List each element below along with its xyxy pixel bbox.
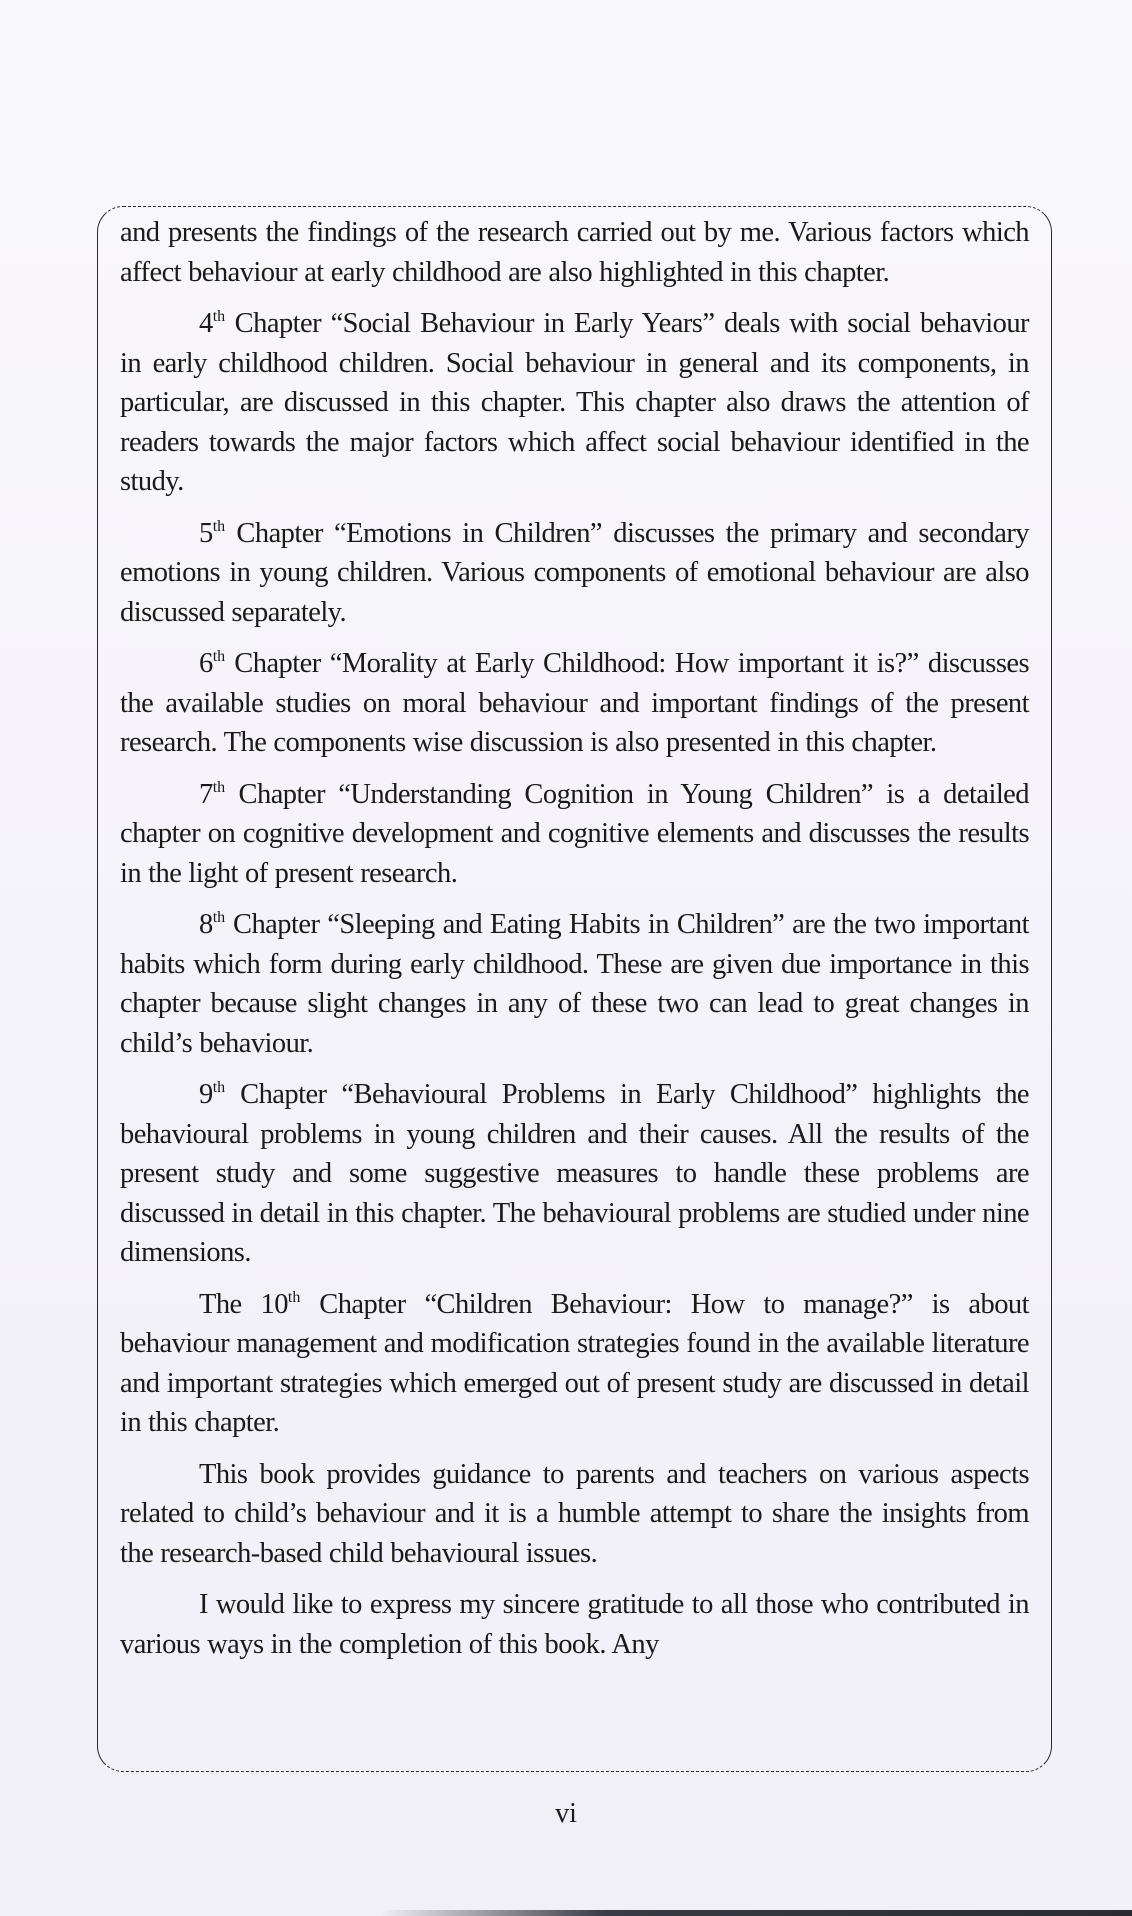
paragraph-guidance	[120, 1455, 1029, 1574]
ordinal-suffix: th	[212, 517, 226, 535]
chapter-ordinal: 9	[199, 1079, 213, 1110]
paragraph-text: This book provides guidance to parents and teachers on various aspects related to child’s behaviour and it is a humble attempt to share the insights from the research-based child behavioural issues.	[120, 1458, 1029, 1569]
paragraph-chapter-10	[120, 1285, 1029, 1443]
ordinal-suffix: th	[212, 1079, 226, 1096]
chapter-ordinal: 4	[199, 308, 213, 339]
paragraph-text: Chapter “Sleeping and Eating Habits in Children” are the two important habits which form during early childhood. These are given due importance in this chapter because slight changes in any of these two can lead to great changes in child’s behaviour.	[120, 909, 1029, 1059]
ordinal-suffix: th	[212, 308, 226, 325]
preface-body	[120, 213, 1029, 1664]
paragraph-chapter-7	[120, 775, 1029, 894]
paragraph-continuation	[120, 213, 1029, 292]
paragraph-chapter-8	[120, 905, 1029, 1063]
paragraph-chapter-4	[120, 304, 1029, 502]
paragraph-text: and presents the findings of the research carried out by me. Various factors which affect behaviour at early childhood are also highlighted in this chapter.	[120, 217, 1029, 288]
ordinal-suffix: th	[212, 909, 226, 926]
chapter-ordinal: 7	[199, 778, 213, 810]
paragraph-chapter-9	[120, 1075, 1029, 1273]
chapter-ordinal: 8	[199, 909, 213, 940]
chapter-ordinal: 5	[199, 517, 213, 549]
chapter-ordinal: 6	[199, 648, 213, 679]
ordinal-suffix: th	[212, 778, 226, 796]
paragraph-chapter-5	[120, 514, 1029, 633]
ordinal-suffix: th	[287, 1288, 301, 1306]
chapter-ordinal: 10	[260, 1288, 288, 1320]
paragraph-prefix: The	[199, 1288, 261, 1320]
page-number: vi	[555, 1798, 577, 1829]
scan-shadow-edge	[380, 1910, 1132, 1916]
paragraph-gratitude	[120, 1585, 1029, 1664]
paragraph-text: Chapter “Social Behaviour in Early Years” deals with social behaviour in early childhood children. Social behaviour in general and its components, in particular, are discussed in this chapter. This chapter also draws the attention of readers towards the major factors which affect social behaviour identified in the study.	[120, 308, 1029, 497]
ordinal-suffix: th	[212, 648, 226, 665]
paragraph-chapter-6	[120, 644, 1029, 763]
paragraph-text: Chapter “Emotions in Children” discusses the primary and secondary emotions in young children. Various components of emotional behaviour are also discussed separately.	[120, 517, 1029, 628]
paragraph-text: I would like to express my sincere gratitude to all those who contributed in various ways in the completion of this book. Any	[120, 1589, 1029, 1660]
paragraph-text: Chapter “Behavioural Problems in Early Childhood” highlights the behavioural problems in young children and their causes. All the results of the present study and some suggestive measures to handle these problems are discussed in detail in this chapter. The behavioural problems are studied under nine dimensions.	[120, 1079, 1029, 1268]
paragraph-text: Chapter “Children Behaviour: How to manage?” is about behaviour management and modification strategies found in the available literature and important strategies which emerged out of present study are discussed in detail in this chapter.	[120, 1288, 1029, 1438]
paragraph-text: Chapter “Understanding Cognition in Young Children” is a detailed chapter on cognitive development and cognitive elements and discusses the results in the light of present research.	[120, 778, 1029, 889]
paragraph-text: Chapter “Morality at Early Childhood: How important it is?” discusses the available studies on moral behaviour and important findings of the present research. The components wise discussion is also presented in this chapter.	[120, 648, 1029, 758]
